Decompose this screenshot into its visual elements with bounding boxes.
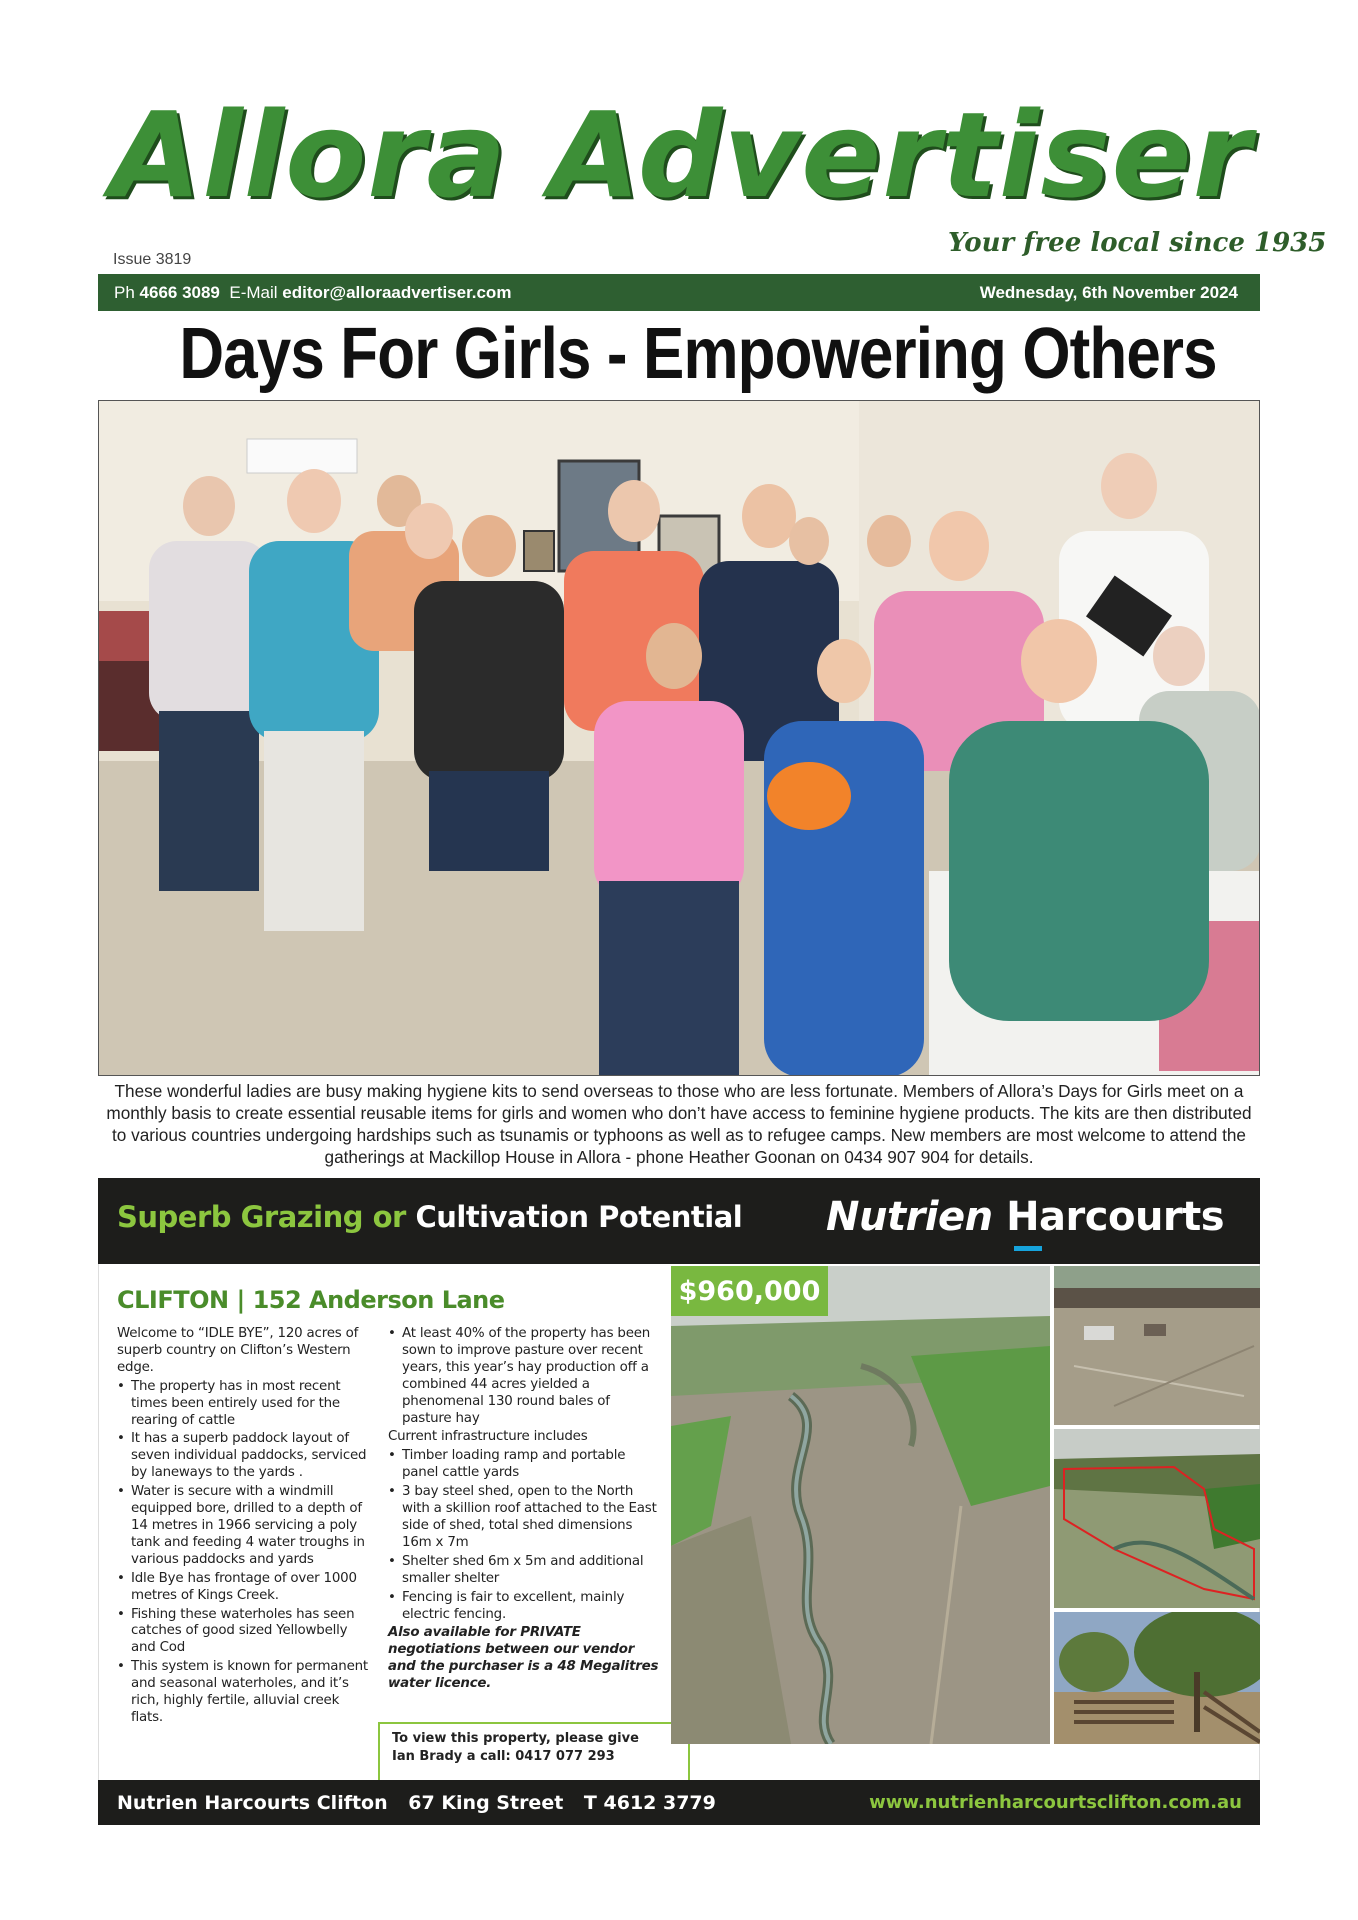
ad-title	[117, 1200, 742, 1234]
harcourts-accent-bar	[1014, 1246, 1042, 1251]
contact-details	[114, 283, 511, 303]
list-item: • It has a superb paddock layout of seven individual paddocks, serviced by laneways to the yards .	[117, 1431, 375, 1482]
agency-details	[117, 1792, 730, 1814]
list-item: • Fishing these waterholes has seen catches of good sized Yellowbelly and Cod	[117, 1607, 375, 1658]
feature-list	[117, 1379, 375, 1727]
list-item: • 3 bay steel shed, open to the North with a skillion roof attached to the East side of shed, total shed dimensions 16m x 7m	[388, 1484, 660, 1552]
list-item: • Timber loading ramp and portable panel cattle yards	[388, 1448, 660, 1482]
list-item: • Water is secure with a windmill equipped bore, drilled to a depth of 14 metres in 1966 servicing a poly tank and feeding 4 water troughs in various paddocks and yards	[117, 1484, 375, 1569]
photo-caption: These wonderful ladies are busy making hygiene kits to send overseas to those who are less fortunate. Members of Allora’s Days for Girls meet on a monthly basis to create essential reusable items for girls and women who don’t have access to feminine hygiene products. The kits are then distributed to various countries undergoing hardships such as tsunamis or typhoons as well as to refugee camps. New members are most welcome to attend the gatherings at Mackillop House in Allora - phone Heather Goonan on 0434 907 904 for details.	[106, 1081, 1252, 1167]
property-heading: CLIFTON | 152 Anderson Lane	[117, 1286, 505, 1314]
ad-title-white: Cultivation Potential	[415, 1200, 743, 1234]
infrastructure-list	[388, 1448, 660, 1623]
list-item: • Shelter shed 6m x 5m and additional smaller shelter	[388, 1554, 660, 1588]
property-description-col1	[117, 1326, 375, 1727]
agency-phone: T 4612 3779	[583, 1791, 716, 1814]
brand-harcourts: Harcourts	[1006, 1194, 1225, 1240]
masthead-title: Allora Advertiser	[110, 86, 1252, 224]
property-description-col2	[388, 1326, 660, 1693]
property-thumbnail-yards	[1054, 1612, 1260, 1744]
aerial-property-photo	[671, 1266, 1050, 1744]
list-item: • This system is known for permanent and seasonal waterholes, and it’s rich, highly fertile, alluvial creek flats.	[117, 1659, 375, 1727]
email-address: editor@alloraadvertiser.com	[282, 282, 512, 302]
info-bar	[98, 274, 1260, 311]
agency-name: Nutrien Harcourts Clifton	[117, 1791, 388, 1814]
agency-website[interactable]: www.nutrienharcourtsclifton.com.au	[869, 1792, 1242, 1813]
group-photo	[98, 400, 1260, 1076]
list-item: • Fencing is fair to excellent, mainly electric fencing.	[388, 1590, 660, 1624]
list-item: • The property has in most recent times been entirely used for the rearing of cattle	[117, 1379, 375, 1430]
property-thumbnail-sheds	[1054, 1266, 1260, 1425]
masthead-tagline: Your free local since 1935	[948, 228, 1327, 258]
contact-box	[378, 1722, 690, 1780]
phone-number: 4666 3089	[139, 282, 220, 302]
property-intro: Welcome to “IDLE BYE”, 120 acres of superb country on Clifton’s Western edge.	[117, 1326, 359, 1375]
email-label: E-Mail	[229, 282, 278, 302]
contact-line-1: To view this property, please give	[392, 1731, 639, 1746]
contact-line-2: Ian Brady a call: 0417 077 293	[392, 1749, 615, 1764]
ad-title-green: Superb Grazing or	[117, 1200, 406, 1234]
pasture-list	[388, 1326, 660, 1427]
agency-address: 67 King Street	[408, 1791, 564, 1814]
issue-date: Wednesday, 6th November 2024	[979, 282, 1238, 302]
list-item: • Idle Bye has frontage of over 1000 metres of Kings Creek.	[117, 1571, 375, 1605]
nutrien-harcourts-logo	[826, 1194, 1224, 1240]
brand-nutrien: Nutrien	[826, 1194, 993, 1240]
price-tag: $960,000	[671, 1266, 828, 1316]
phone-label: Ph	[114, 282, 135, 302]
issue-number: Issue 3819	[113, 251, 192, 268]
list-item: • At least 40% of the property has been sown to improve pasture over recent years, this year’s hay production off a combined 44 acres yielded a phenomenal 130 round bales of pasture hay	[388, 1326, 660, 1427]
headline: Days For Girls - Empowering Others	[179, 314, 1217, 394]
infrastructure-heading: Current infrastructure includes	[388, 1429, 588, 1445]
property-thumbnail-boundary	[1054, 1429, 1260, 1608]
ad-footer-bar	[98, 1780, 1260, 1825]
water-licence-note: Also available for PRIVATE negotiations between our vendor and the purchaser is a 48 Megalitres water licence.	[388, 1625, 659, 1692]
